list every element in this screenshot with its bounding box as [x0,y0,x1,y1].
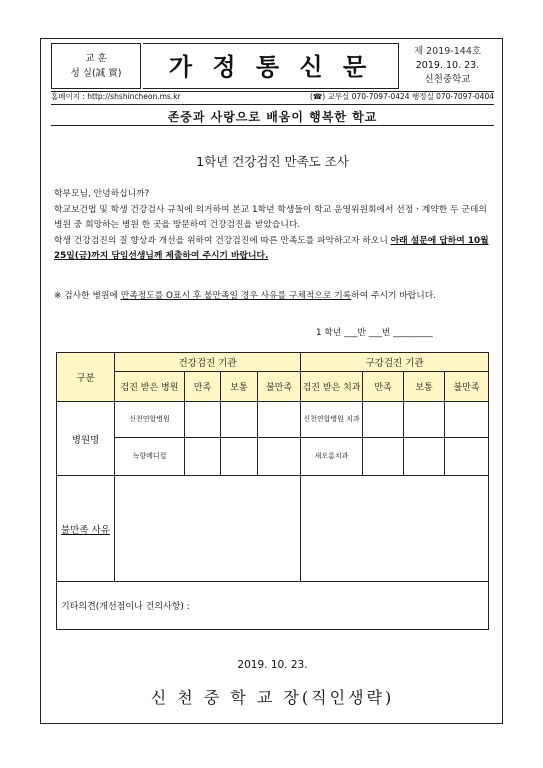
dental-unsat-cell[interactable] [445,438,489,476]
paragraph-2 [54,234,496,265]
dental-unsat-header: 불만족 [445,372,489,402]
instruction-note [54,289,496,304]
dental-normal-cell[interactable] [404,402,445,438]
dental-normal-header: 보통 [404,372,445,402]
health-normal-cell[interactable] [221,438,258,476]
dental-normal-cell[interactable] [404,438,445,476]
divider [51,125,494,126]
paragraph-2-text: 학생 건강검진의 질 향상과 개선을 위하여 건강검진에 따른 만족도를 파악하고자 하오니 [54,235,391,246]
survey-table [56,352,489,630]
dental-group-header: 구강검진 기관 [301,353,489,372]
submission-deadline: 아래 설문에 답하여 10월 25일(금)까지 담임선생님께 제출하여 주시기 바랍니다. [54,235,489,261]
principal-signature: 신 천 중 학 교 장(직인생략) [150,688,395,707]
health-clinic-header: 검진 받은 병원 [115,372,185,402]
motto-label: 교 훈 [85,53,107,64]
note-emphasis: 만족정도를 O표시 후 불만족일 경우 사유를 구체적으로 기록 [120,291,352,301]
category-header: 구분 [57,353,115,402]
health-unsat-cell[interactable] [258,402,301,438]
reason-row-label: 불만족 사유 [57,476,115,582]
health-normal-cell[interactable] [221,402,258,438]
dental-unsat-cell[interactable] [445,402,489,438]
phone-numbers: (☎) 교무실 070-7097-0424 행정실 070-7097-0404 [309,92,494,101]
letter-body [54,187,496,265]
dental-hospital-2: 새오름치과 [301,438,363,476]
motto-text: 성 실(誠 實) [70,68,122,79]
health-normal-header: 보통 [221,372,258,402]
document-title: 1학년 건강검진 만족도 조사 [196,154,349,169]
newsletter-title: 가 정 통 신 문 [143,43,399,89]
health-sat-cell[interactable] [185,438,221,476]
issue-info [401,43,494,91]
issue-date: 2019. 10. 23. [415,60,480,71]
other-comments-label: 기타의견(개선점이나 건의사항) : [61,602,190,612]
health-reason-field[interactable] [115,476,301,582]
dental-sat-cell[interactable] [363,438,404,476]
other-comments-field[interactable] [57,582,489,630]
dental-sat-header: 만족 [363,372,404,402]
note-start: ※ 검사한 병원에 [54,291,121,301]
dental-clinic-header: 검진 받은 치과 [301,372,363,402]
homepage-link[interactable]: 홈페이지 : http://shshincheon.ms.kr [51,92,181,101]
school-slogan: 존중과 사랑으로 배움이 행복한 학교 [167,110,378,124]
school-name: 신천중학교 [424,74,471,85]
paragraph-1: 학교보건법 및 학생 건강검사 규칙에 의거하여 본교 1학년 학생들이 학교 운영위원회에서 선정ㆍ계약한 두 군데의 병원 중 희망하는 병원 한 곳을 방문하여 건강검진을 받았습니다. [54,204,487,230]
health-group-header: 건강검진 기관 [115,353,301,372]
dental-sat-cell[interactable] [363,402,404,438]
divider [51,104,494,105]
health-sat-header: 만족 [185,372,221,402]
issue-date-footer: 2019. 10. 23. [237,659,308,671]
hospital-row-label: 병원명 [57,402,115,476]
notice-page [40,38,503,724]
issue-number: 제 2019-144호 [413,46,482,57]
greeting: 학부모님, 안녕하십니까? [54,189,150,199]
header [51,43,494,89]
note-end: 하여 주시기 바랍니다. [351,291,437,301]
motto-box [51,43,141,89]
health-unsat-cell[interactable] [258,438,301,476]
dental-reason-field[interactable] [301,476,489,582]
health-sat-cell[interactable] [185,402,221,438]
health-hospital-2: 녹향메디컬 [115,438,185,476]
health-hospital-1: 신천연합병원 [115,402,185,438]
student-info-field[interactable]: 1 학년 ___반 ___번 _________ [316,328,433,338]
dental-hospital-1: 신천연합병원 치과 [301,402,363,438]
health-unsat-header: 불만족 [258,372,301,402]
